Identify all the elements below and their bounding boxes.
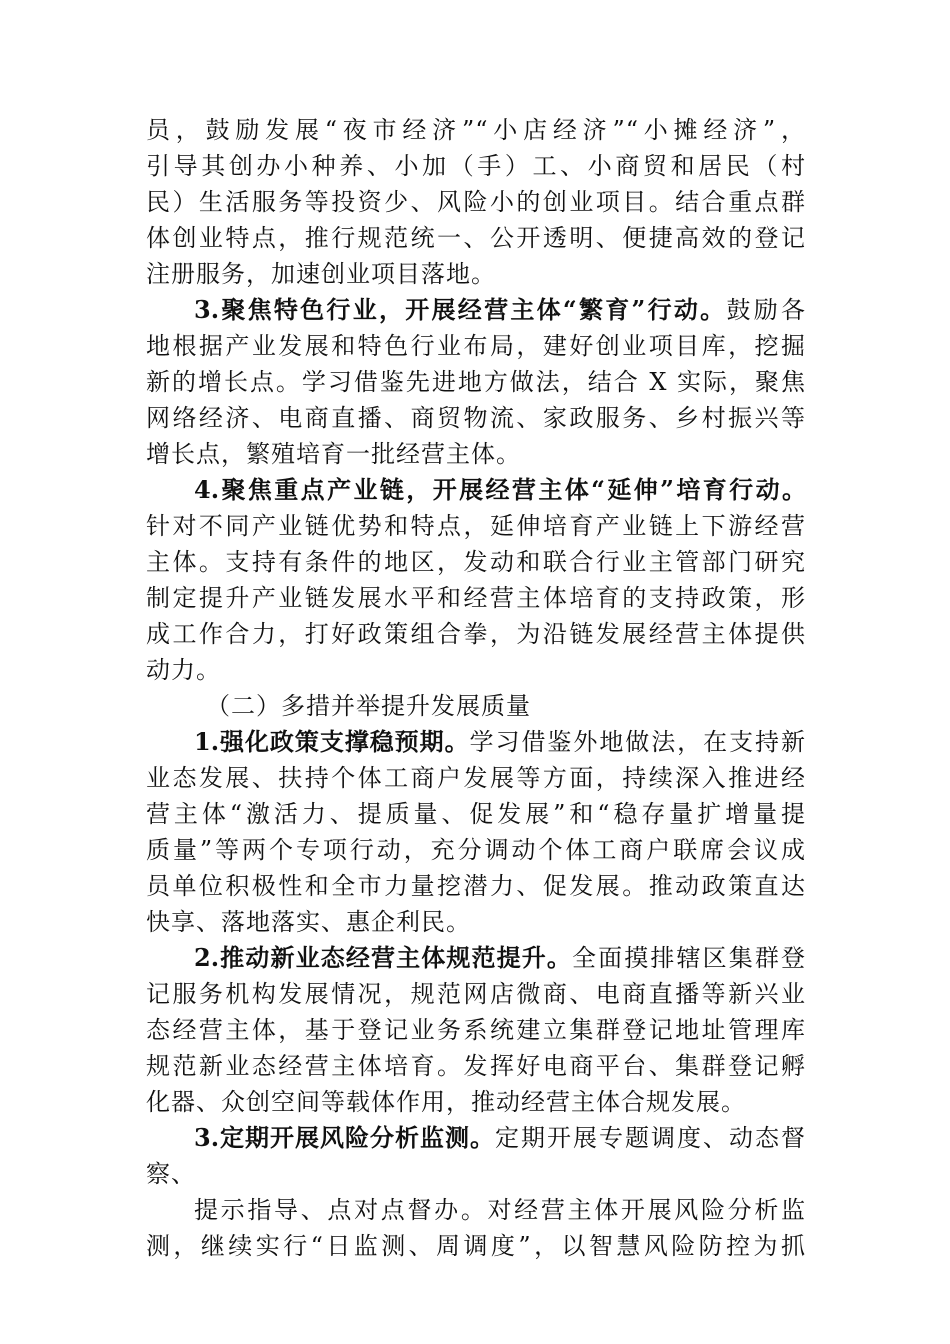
line-text: 引导其创办小种养、小加（手）工、小商贸和居民（村: [146, 152, 806, 180]
text-line: [146, 508, 806, 544]
section-heading: [146, 688, 806, 724]
text-line: [146, 544, 806, 580]
line-text: 主体。支持有条件的地区，发动和联合行业主管部门研究: [146, 548, 806, 576]
line-text: 提示指导、点对点督办。对经营主体开展风险分析监: [194, 1196, 806, 1224]
text-line: [146, 832, 806, 868]
text-line: [146, 976, 806, 1012]
bold-lead: 1.强化政策支撑稳预期。: [194, 727, 470, 756]
line-text: 动力。: [146, 656, 221, 684]
text-line: [146, 112, 806, 148]
text-line: [146, 436, 806, 472]
line-text: 学习借鉴外地做法，在支持新: [469, 728, 806, 756]
line-text: 态经营主体，基于登记业务系统建立集群登记地址管理库: [146, 1016, 806, 1044]
text-line: [146, 148, 806, 184]
text-line: [146, 328, 806, 364]
text-line: [146, 1012, 806, 1048]
text-line: [146, 292, 806, 328]
line-text: 体创业特点，推行规范统一、公开透明、便捷高效的登记: [146, 224, 806, 252]
line-text: 测，继续实行“日监测、周调度”，以智慧风险防控为抓: [146, 1232, 806, 1260]
line-text: 员单位积极性和全市力量挖潜力、促发展。推动政策直达: [146, 872, 806, 900]
document-body: [146, 112, 806, 1264]
line-text: 记服务机构发展情况，规范网店微商、电商直播等新兴业: [146, 980, 806, 1008]
text-line: [146, 940, 806, 976]
text-line: [146, 400, 806, 436]
text-line: [146, 616, 806, 652]
text-line: [146, 1084, 806, 1120]
text-line: [146, 904, 806, 940]
line-text: 全面摸排辖区集群登: [571, 944, 806, 972]
text-line: [146, 652, 806, 688]
line-text: 增长点，繁殖培育一批经营主体。: [146, 440, 521, 468]
text-line: [146, 1228, 806, 1264]
text-line: [146, 256, 806, 292]
text-line: [146, 1048, 806, 1084]
bold-lead: 2.推动新业态经营主体规范提升。: [194, 943, 572, 972]
line-text: 制定提升产业链发展水平和经营主体培育的支持政策，形: [146, 584, 806, 612]
text-line: [146, 184, 806, 220]
text-line: [146, 760, 806, 796]
text-line: [146, 724, 806, 760]
text-line: [146, 1120, 806, 1156]
line-text: 新的增长点。学习借鉴先进地方做法，结合 X 实际，聚焦: [146, 368, 806, 396]
line-text: 民）生活服务等投资少、风险小的创业项目。结合重点群: [146, 188, 806, 216]
line-text: 营主体“激活力、提质量、促发展”和“稳存量扩增量提: [146, 800, 806, 828]
bold-lead: 4.聚焦重点产业链，开展经营主体“延伸”培育行动。: [194, 475, 806, 504]
line-text: 规范新业态经营主体培育。发挥好电商平台、集群登记孵: [146, 1052, 806, 1080]
line-text: 质量”等两个专项行动，充分调动个体工商户联席会议成: [146, 836, 806, 864]
line-text: 针对不同产业链优势和特点，延伸培育产业链上下游经营: [146, 512, 806, 540]
line-text: 定期开展专题调度、动态督: [495, 1124, 806, 1152]
line-text: 地根据产业发展和特色行业布局，建好创业项目库，挖掘: [146, 332, 806, 360]
line-text: 化器、众创空间等载体作用，推动经营主体合规发展。: [146, 1088, 746, 1116]
text-line: [146, 1156, 806, 1192]
line-text: 察、: [146, 1160, 196, 1188]
line-text: 员，鼓励发展“夜市经济”“小店经济”“小摊经济”，: [146, 116, 806, 144]
line-text: 注册服务，加速创业项目落地。: [146, 260, 496, 288]
text-line: [146, 580, 806, 616]
line-text: （二）多措并举提升发展质量: [206, 692, 531, 720]
line-text: 网络经济、电商直播、商贸物流、家政服务、乡村振兴等: [146, 404, 806, 432]
text-line: [146, 472, 806, 508]
text-line: [146, 220, 806, 256]
line-text: 鼓励各: [726, 296, 806, 324]
bold-lead: 3.定期开展风险分析监测。: [194, 1123, 496, 1152]
line-text: 成工作合力，打好政策组合拳，为沿链发展经营主体提供: [146, 620, 806, 648]
text-line: [146, 1192, 806, 1228]
text-line: [146, 796, 806, 832]
line-text: 快享、落地落实、惠企利民。: [146, 908, 471, 936]
bold-lead: 3.聚焦特色行业，开展经营主体“繁育”行动。: [194, 295, 727, 324]
text-line: [146, 868, 806, 904]
text-line: [146, 364, 806, 400]
line-text: 业态发展、扶持个体工商户发展等方面，持续深入推进经: [146, 764, 806, 792]
